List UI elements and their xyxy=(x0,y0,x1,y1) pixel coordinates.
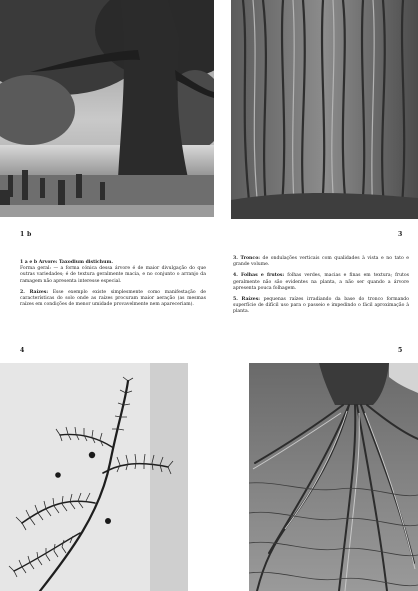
plate-number-5: 5 xyxy=(398,347,403,354)
caption-item-1-text: Forma geral: — a forma cónica dessa árvore é de maior divulgação do que outras variedades; é de textura geralmente macia, e no conjunto o arranjo da ramagem não apresenta interesse especial. xyxy=(20,266,206,284)
caption-item-5 xyxy=(233,297,409,316)
photo-trunk-closeup xyxy=(231,0,418,219)
caption-item-2 xyxy=(20,290,206,309)
caption-item-4-text: folhas verdes, macias e finas em textura; frutos geralmente não são evidentes na planta, a não ser quando a árvore apresenta pouca folhagem. xyxy=(233,273,410,291)
caption-item-5-text: pequenas raízes irradiando da base do tronco formando superfície de difícil uso para o passeio e impedindo o fácil aproximação à planta. xyxy=(233,297,409,315)
plate-number-4: 4 xyxy=(20,347,25,354)
caption-item-2-lead: 2. Raízes: xyxy=(20,289,49,295)
caption-item-1 xyxy=(20,260,206,285)
caption-item-3 xyxy=(233,256,409,268)
photo-roots xyxy=(249,363,418,591)
caption-column-left xyxy=(20,260,206,313)
caption-item-4 xyxy=(233,273,409,292)
caption-item-2-text: Esse exemplo existe simplesmente como manifestação de características do solo onde as raízes procuram maior aeração (as mesmas raízes em condições de menor umidade provavelmente nem apareceriam). xyxy=(20,289,206,308)
plate-number-1b: 1 b xyxy=(20,231,32,238)
caption-item-1-lead: 1 a e b Arvore: Taxodium distichum. xyxy=(20,260,113,265)
plate-number-3: 3 xyxy=(398,231,403,238)
photo-foliage-fruit xyxy=(0,363,188,591)
caption-item-5-lead: 5. Raízes: xyxy=(233,297,260,303)
caption-item-3-lead: 3. Tronco: xyxy=(233,256,260,261)
caption-item-4-lead: 4. Folhas e frutos: xyxy=(233,273,285,279)
caption-item-3-text: de ondulações verticais com qualidades à vista e no tato e grande volume. xyxy=(233,256,409,268)
photo-tree-lake xyxy=(0,0,214,217)
caption-column-right xyxy=(233,256,409,321)
